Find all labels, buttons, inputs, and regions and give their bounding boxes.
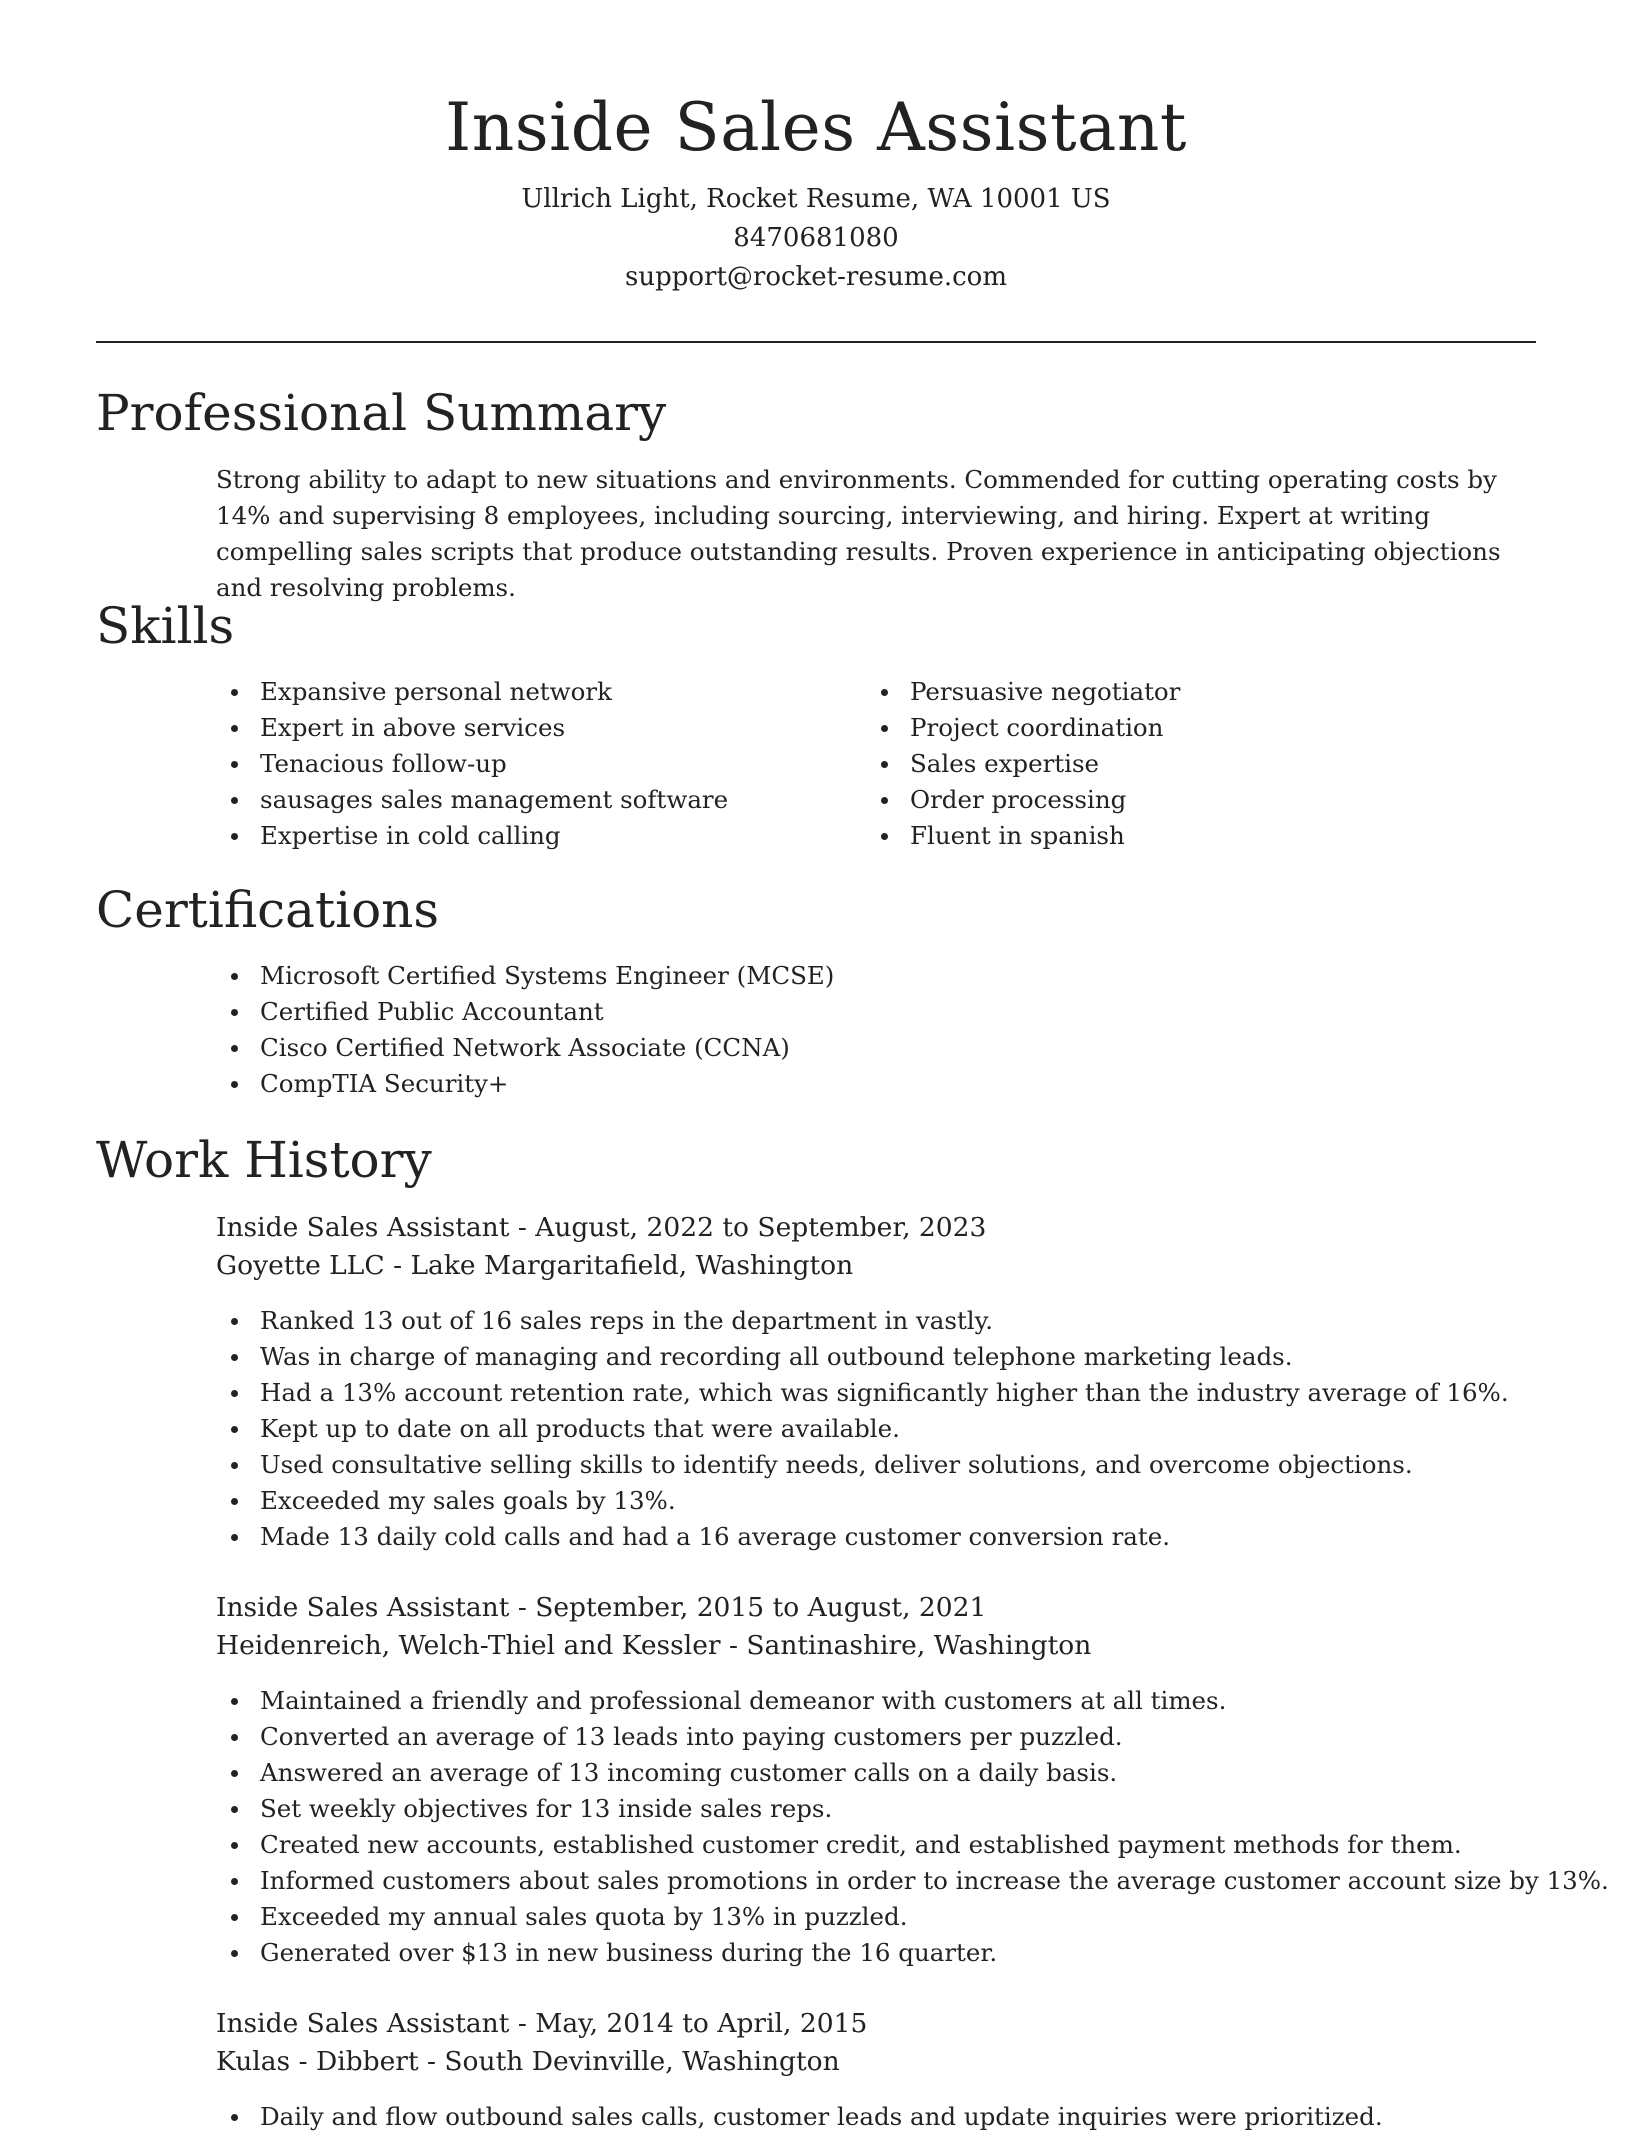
job-bullets: [216, 1303, 1509, 1555]
job-bullets: [216, 2099, 1383, 2135]
job-bullet: Answered an average of 13 incoming customer calls on a daily basis.: [216, 1755, 1609, 1791]
certification-item: Certified Public Accountant: [216, 994, 834, 1030]
job-bullet: Created new accounts, established customer credit, and established payment methods for them.: [216, 1827, 1609, 1863]
contact-block: [0, 180, 1632, 297]
resume-header: [0, 0, 1632, 297]
job-bullet: Converted an average of 13 leads into paying customers per puzzled.: [216, 1719, 1609, 1755]
job-bullet: Used consultative selling skills to identify needs, deliver solutions, and overcome objections.: [216, 1447, 1509, 1483]
contact-email: support@rocket-resume.com: [624, 262, 1007, 292]
job-bullet: Set weekly objectives for 13 inside sales reps.: [216, 1791, 1609, 1827]
contact-phone: 8470681080: [733, 223, 899, 253]
skill-item: Expert in above services: [216, 710, 728, 746]
skill-item: Persuasive negotiator: [866, 674, 1180, 710]
skill-item: Expertise in cold calling: [216, 818, 728, 854]
resume-title: Inside Sales Assistant: [445, 89, 1187, 166]
skills-list-right: [866, 674, 1180, 854]
job-bullet: Ranked 13 out of 16 sales reps in the department in vastly.: [216, 1303, 1509, 1339]
job-bullet: Generated over $13 in new business during the 16 quarter.: [216, 1935, 1609, 1971]
certification-item: CompTIA Security+: [216, 1066, 834, 1102]
job-bullet: Daily and flow outbound sales calls, customer leads and update inquiries were prioritized.: [216, 2099, 1383, 2135]
job-bullet: Was in charge of managing and recording all outbound telephone marketing leads.: [216, 1339, 1509, 1375]
work-history-heading: Work History: [96, 1131, 432, 1189]
job-bullet: Maintained a friendly and professional demeanor with customers at all times.: [216, 1683, 1609, 1719]
job-bullet: Exceeded my sales goals by 13%.: [216, 1483, 1509, 1519]
skills-list-left: [216, 674, 728, 854]
skills-heading: Skills: [96, 597, 235, 655]
skill-item: Expansive personal network: [216, 674, 728, 710]
job-title-line: Inside Sales Assistant - May, 2014 to April, 2015: [216, 2008, 868, 2039]
skill-item: sausages sales management software: [216, 782, 728, 818]
summary-heading: Professional Summary: [96, 384, 667, 442]
skill-item: Project coordination: [866, 710, 1180, 746]
job-title-line: Inside Sales Assistant - September, 2015 to August, 2021: [216, 1592, 987, 1623]
job-bullets: [216, 1683, 1609, 1971]
certification-item: Cisco Certified Network Associate (CCNA): [216, 1030, 834, 1066]
contact-address: Ullrich Light, Rocket Resume, WA 10001 US: [521, 184, 1111, 214]
skill-item: Tenacious follow-up: [216, 746, 728, 782]
job-bullet: Informed customers about sales promotions in order to increase the average customer account size by 13%.: [216, 1863, 1609, 1899]
summary-text: Strong ability to adapt to new situations and environments. Commended for cutting operating costs by 14% and supervising 8 employees, including sourcing, interviewing, and hiring. Expert at writing compelling sales scripts that produce outstanding results. Proven experience in anticipating objections and resolving problems.: [216, 465, 1501, 602]
certifications-list: [216, 958, 834, 1102]
job-company-line: Kulas - Dibbert - South Devinville, Washington: [216, 2046, 840, 2077]
skill-item: Order processing: [866, 782, 1180, 818]
header-divider: [96, 341, 1536, 343]
job-company-line: Heidenreich, Welch-Thiel and Kessler - Santinashire, Washington: [216, 1630, 1092, 1661]
job-header: [216, 1589, 1091, 1665]
job-header: [216, 2005, 867, 2081]
job-bullet: Exceeded my annual sales quota by 13% in puzzled.: [216, 1899, 1609, 1935]
job-header: [216, 1209, 986, 1285]
job-bullet: Had a 13% account retention rate, which was significantly higher than the industry average of 16%.: [216, 1375, 1509, 1411]
job-company-line: Goyette LLC - Lake Margaritafield, Washington: [216, 1250, 854, 1281]
certifications-heading: Certifications: [96, 881, 440, 939]
job-bullet: Made 13 daily cold calls and had a 16 average customer conversion rate.: [216, 1519, 1509, 1555]
skill-item: Fluent in spanish: [866, 818, 1180, 854]
job-bullet: Kept up to date on all products that were available.: [216, 1411, 1509, 1447]
job-title-line: Inside Sales Assistant - August, 2022 to September, 2023: [216, 1212, 987, 1243]
certification-item: Microsoft Certified Systems Engineer (MCSE): [216, 958, 834, 994]
skill-item: Sales expertise: [866, 746, 1180, 782]
